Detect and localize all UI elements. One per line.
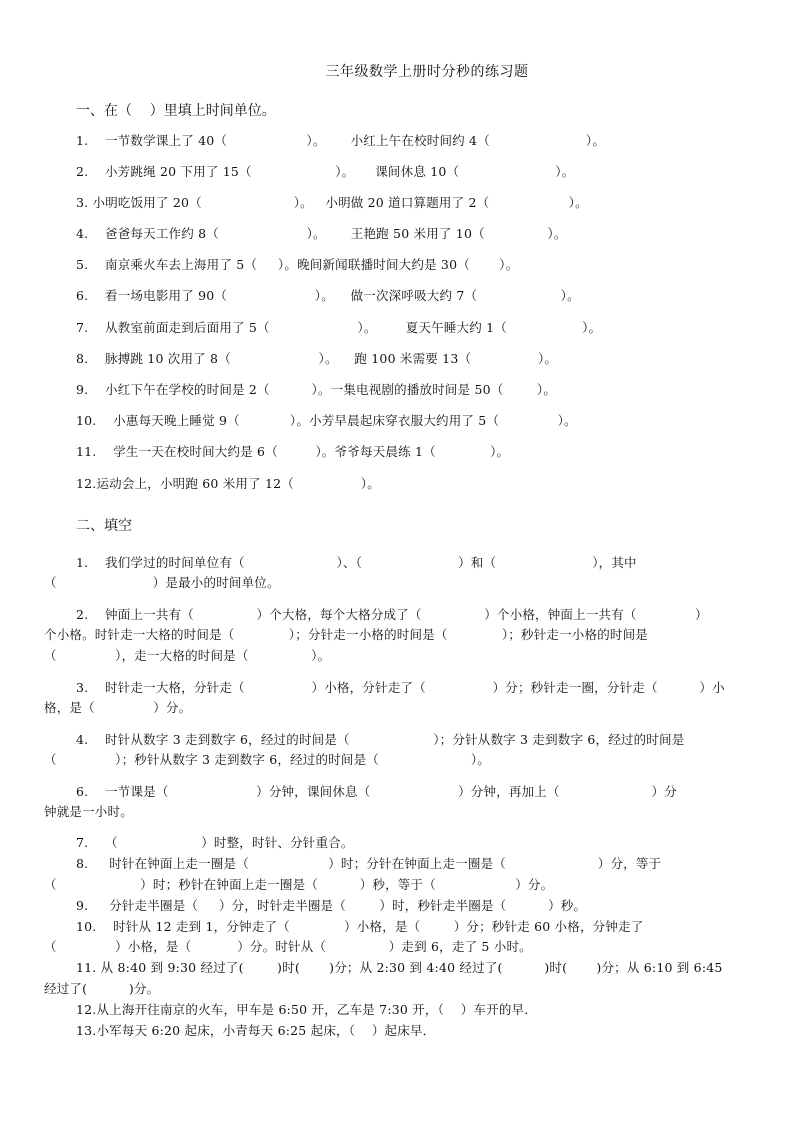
s2-q1-line2: （ ）是最小的时间单位。: [44, 575, 280, 590]
s1-item-12: 12.运动会上，小明跑 60 米用了 12（ ）。: [76, 476, 380, 491]
s2-q12: 12.从上海开往南京的火车，甲车是 6:50 开，乙车是 7:30 开，（ ）车开的早．: [76, 1002, 537, 1017]
s2-q4-line2: （ ）；秒针从数字 3 走到数字 6，经过的时间是（ ）。: [44, 752, 490, 767]
section-2-heading: 二、填空: [76, 518, 132, 534]
s1-item-8: 8. 脉搏跳 10 次用了 8（ ）。 跑 100 米需要 13（ ）。: [76, 351, 558, 366]
s2-q10-line1: 10. 时针从 12 走到 1，分钟走了（ ）小格，是（ ）分；秒针走 60 小格，分钟走了: [76, 919, 644, 934]
s2-q2-line1: 2. 钟面上一共有（ ）个大格，每个大格分成了（ ）个小格，钟面上一共有（ ）: [76, 607, 708, 622]
s2-q13: 13.小军每天 6:20 起床，小青每天 6:25 起床，（ ）起床早．: [76, 1023, 436, 1038]
s1-item-1: 1. 一节数学课上了 40（ ）。 小红上午在校时间约 4（ ）。: [76, 133, 606, 148]
s2-q2-line2: 个小格。时针走一大格的时间是（ ）；分针走一小格的时间是（ ）；秒针走一小格的时间是: [44, 627, 649, 642]
s2-q11-line1: 11. 从 8:40 到 9:30 经过了( )时( )分；从 2:30 到 4:40 经过了( )时( )分；从 6:10 到 6:45: [76, 960, 723, 975]
s2-q4-line1: 4. 时针从数字 3 走到数字 6，经过的时间是（ ）；分针从数字 3 走到数字 6，经过的时间是: [76, 732, 685, 747]
s2-q8-line2: （ ）时；秒针在钟面上走一圈是（ ）秒，等于（ ）分。: [44, 877, 554, 892]
s2-q2-line3: （ ），走一大格的时间是（ ）。: [44, 648, 331, 663]
s1-item-9: 9. 小红下午在学校的时间是 2（ ）。一集电视剧的播放时间是 50（ ）。: [76, 382, 557, 397]
s2-q3-line1: 3. 时针走一大格，分针走（ ）小格，分针走了（ ）分；秒针走一圈，分针走（ ）小: [76, 680, 725, 695]
s1-item-10: 10. 小惠每天晚上睡觉 9（ ）。小芳早晨起床穿衣服大约用了 5（ ）。: [76, 413, 577, 428]
s1-item-5: 5. 南京乘火车去上海用了 5（ ）。晚间新闻联播时间大约是 30（ ）。: [76, 257, 519, 272]
s1-item-3: 3. 小明吃饭用了 20（ ）。 小明做 20 道口算题用了 2（ ）。: [76, 195, 588, 210]
s2-q1-line1: 1. 我们学过的时间单位有（ ）、（ ）和（ ），其中: [76, 555, 637, 570]
s2-q6-line2: 钟就是一小时。: [44, 804, 133, 819]
s2-q11-line2: 经过了( )分。: [44, 981, 160, 996]
s2-q8-line1: 8. 时针在钟面上走一圈是（ ）时；分针在钟面上走一圈是（ ）分，等于: [76, 856, 662, 871]
s1-item-2: 2. 小芳跳绳 20 下用了 15（ ）。 课间休息 10（ ）。: [76, 164, 575, 179]
s1-item-4: 4. 爸爸每天工作约 8（ ）。 王艳跑 50 米用了 10（ ）。: [76, 226, 567, 241]
s2-q7: 7. （ ）时整，时针、分针重合。: [76, 835, 354, 850]
s2-q3-line2: 格，是（ ）分。: [44, 700, 192, 715]
s1-item-11: 11. 学生一天在校时间大约是 6（ ）。爷爷每天晨练 1（ ）。: [76, 444, 510, 459]
page-title: 三年级数学上册时分秒的练习题: [325, 64, 529, 80]
section-1-heading: 一、在（ ）里填上时间单位。: [76, 103, 276, 119]
s2-q6-line1: 6. 一节课是（ ）分钟，课间休息（ ）分钟，再加上（ ）分: [76, 784, 677, 799]
s1-item-6: 6. 看一场电影用了 90（ ）。 做一次深呼吸大约 7（ ）。: [76, 288, 580, 303]
s2-q10-line2: （ ）小格，是（ ）分。时针从（ ）走到 6，走了 5 小时。: [44, 939, 532, 954]
s2-q9: 9. 分针走半圈是（ ）分，时针走半圈是（ ）时，秒针走半圈是（ ）秒。: [76, 898, 587, 913]
s1-item-7: 7. 从教室前面走到后面用了 5（ ）。 夏天午睡大约 1（ ）。: [76, 320, 602, 335]
